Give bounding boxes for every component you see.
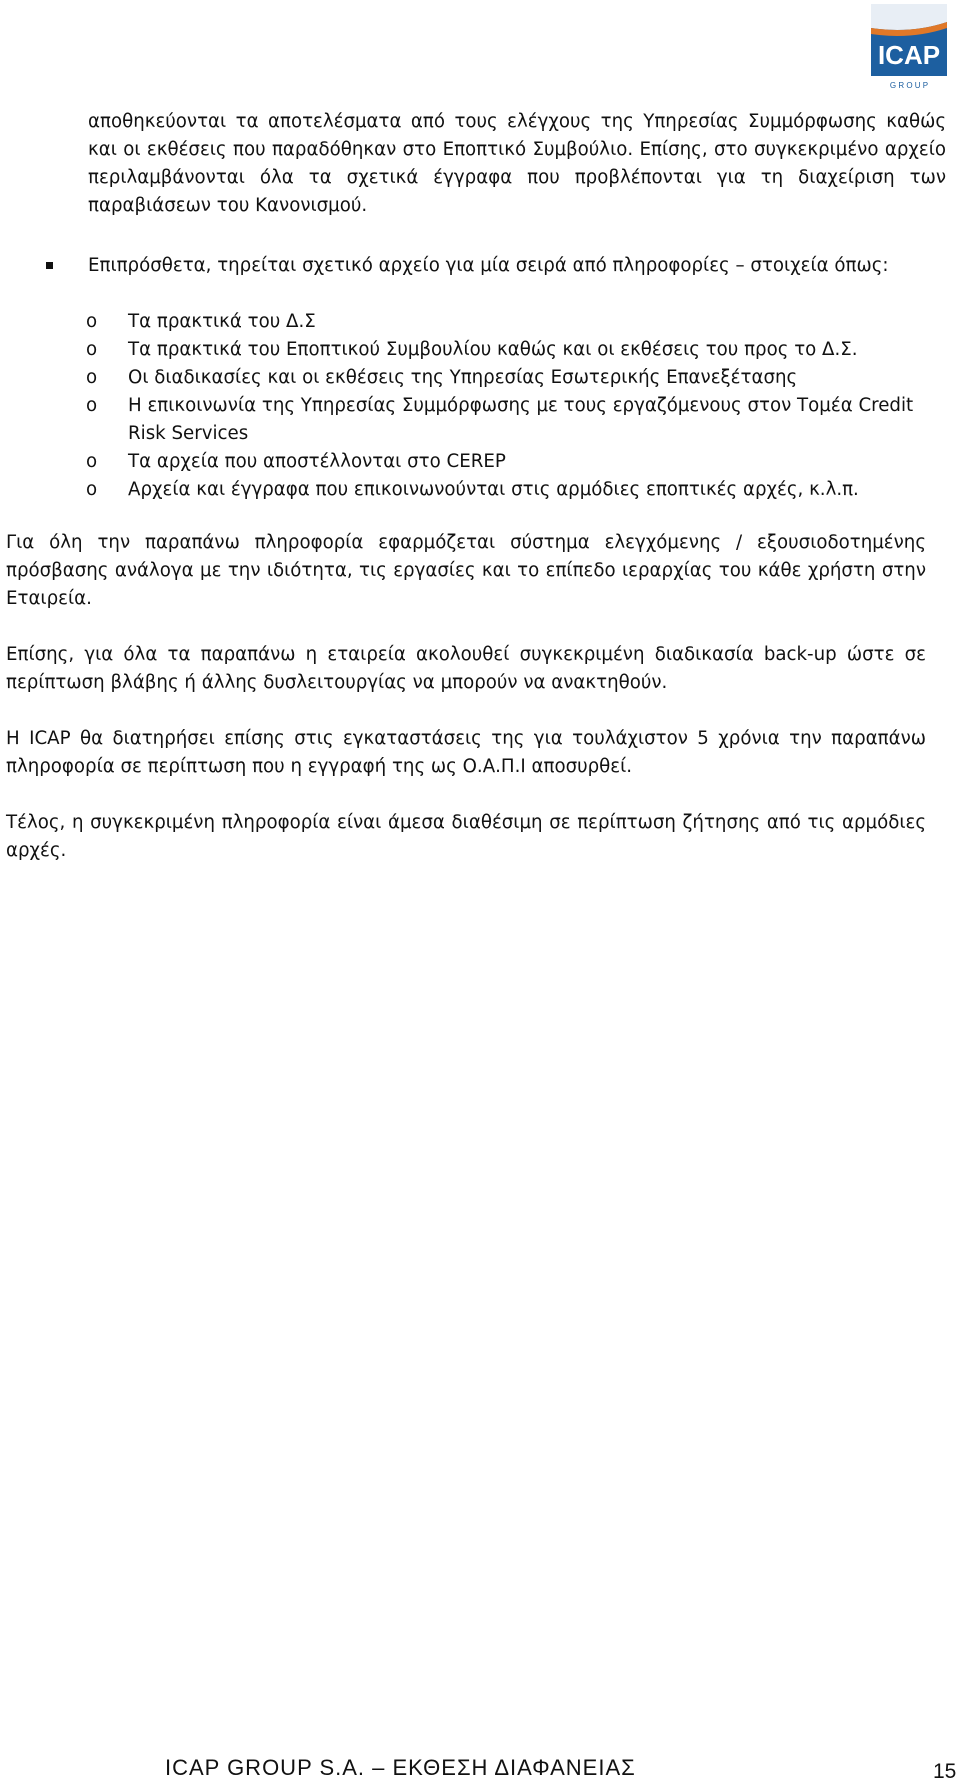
page-number: 15 bbox=[933, 1760, 957, 1783]
icap-logo-mark bbox=[871, 4, 947, 92]
list-item bbox=[86, 336, 946, 364]
list-marker: o bbox=[86, 311, 98, 332]
list-item bbox=[86, 476, 946, 504]
intro-paragraph: αποθηκεύονται τα αποτελέσματα από τους ελέγχους της Υπηρεσίας Συμμόρφωσης καθώς και οι εκθέσεις που παραδόθηκαν στο Εποπτικό Συμβούλιο. Επίσης, στο συγκεκριμένο αρχείο περιλαμβάνονται όλα τα σχετικά έγγραφα που προβλέπονται για τη διαχείριση των παραβιάσεων του Κανονισμού. bbox=[88, 111, 946, 216]
page-footer: ICAP GROUP S.A. – ΕΚΘΕΣΗ ΔΙΑΦΑΝΕΙΑΣ bbox=[165, 1755, 636, 1780]
bullet-text: Επιπρόσθετα, τηρείται σχετικό αρχείο για μία σειρά από πληροφορίες – στοιχεία όπως: bbox=[88, 255, 889, 276]
retention-paragraph: Η ICAP θα διατηρήσει επίσης στις εγκαταστάσεις της για τουλάχιστον 5 χρόνια την παραπάνω πληροφορία σε περίπτωση που η εγγραφή της ως Ο.Α.Π.Ι αποσυρθεί. bbox=[6, 728, 926, 777]
logo-name: ICAP bbox=[877, 40, 941, 70]
logo-sub: G R O U P bbox=[889, 81, 929, 90]
list-item-text: Τα πρακτικά του Δ.Σ bbox=[128, 311, 316, 332]
square-bullet-icon bbox=[46, 262, 53, 269]
list-item-text: Η επικοινωνία της Υπηρεσίας Συμμόρφωσης με τους εργαζόμενους στον Τομέα Credit Risk Services bbox=[128, 395, 914, 444]
list-item bbox=[86, 364, 946, 392]
list-item-text: Αρχεία και έγγραφα που επικοινωνούνται στις αρμόδιες εποπτικές αρχές, κ.λ.π. bbox=[128, 479, 859, 500]
list-item-text: Τα αρχεία που αποστέλλονται στο CEREP bbox=[128, 451, 506, 472]
list-marker: o bbox=[86, 479, 98, 500]
list-marker: o bbox=[86, 367, 98, 388]
icap-logo bbox=[871, 4, 947, 92]
list-marker: o bbox=[86, 339, 98, 360]
list-item bbox=[86, 448, 946, 476]
list-item bbox=[86, 392, 946, 448]
list-marker: o bbox=[86, 451, 98, 472]
list-item-text: Οι διαδικασίες και οι εκθέσεις της Υπηρεσίας Εσωτερικής Επανεξέτασης bbox=[128, 367, 798, 388]
list-item bbox=[86, 308, 946, 336]
records-list bbox=[86, 308, 946, 504]
access-paragraph: Για όλη την παραπάνω πληροφορία εφαρμόζεται σύστημα ελεγχόμενης / εξουσιοδοτημένης πρόσβασης ανάλογα με την ιδιότητα, τις εργασίες και το επίπεδο ιεραρχίας του κάθε χρήστη στην Εταιρεία. bbox=[6, 532, 926, 609]
list-item-text: Τα πρακτικά του Εποπτικού Συμβουλίου καθώς και οι εκθέσεις του προς το Δ.Σ. bbox=[128, 339, 858, 360]
availability-paragraph: Τέλος, η συγκεκριμένη πληροφορία είναι άμεσα διαθέσιμη σε περίπτωση ζήτησης από τις αρμόδιες αρχές. bbox=[6, 812, 926, 861]
backup-paragraph: Επίσης, για όλα τα παραπάνω η εταιρεία ακολουθεί συγκεκριμένη διαδικασία back-up ώστε σε περίπτωση βλάβης ή άλλης δυσλειτουργίας να μπορούν να ανακτηθούν. bbox=[6, 644, 926, 693]
list-marker: o bbox=[86, 395, 98, 416]
